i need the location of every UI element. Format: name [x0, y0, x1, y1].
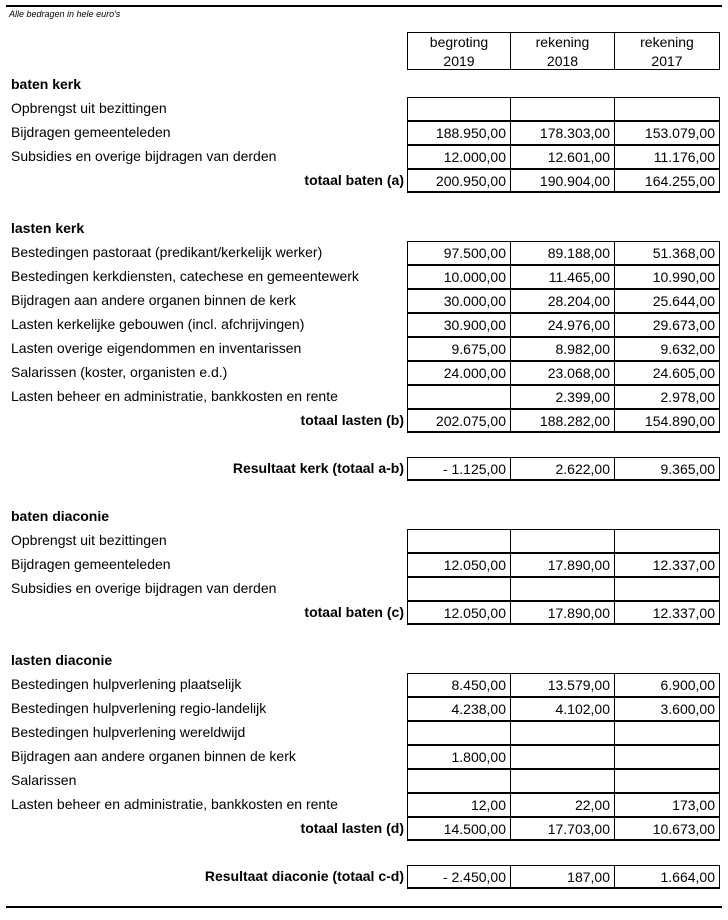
result-row [0, 865, 728, 889]
total-row [0, 601, 728, 625]
row-label: Bestedingen hulpverlening plaatselijk [11, 676, 242, 692]
amount-cell: 23.068,00 [510, 361, 615, 385]
amount-cell: 178.303,00 [510, 121, 615, 145]
table-row [0, 289, 728, 313]
table-row [0, 385, 728, 409]
row-label: Bijdragen aan andere organen binnen de kerk [11, 292, 296, 308]
column-header-begroting-2019 [407, 32, 511, 70]
amount-cell [407, 97, 511, 121]
amount-cell: 28.204,00 [510, 289, 615, 313]
amount-cell: 9.632,00 [614, 337, 720, 361]
amount-cell: 202.075,00 [407, 409, 511, 433]
row-label: Resultaat diaconie (totaal c-d) [204, 868, 404, 884]
table-row [0, 529, 728, 553]
table-row [0, 793, 728, 817]
amount-cell: 2.622,00 [510, 457, 615, 481]
amount-cell [510, 529, 615, 553]
amount-cell: 3.600,00 [614, 697, 720, 721]
amount-cell: 12,00 [407, 793, 511, 817]
amount-cell: 10.673,00 [614, 817, 720, 841]
amount-cell: 2.399,00 [510, 385, 615, 409]
amount-cell: 12.337,00 [614, 601, 720, 625]
amount-cell: 11.465,00 [510, 265, 615, 289]
spacer-row [0, 481, 728, 505]
column-header-line2: 2019 [443, 53, 475, 69]
row-label: Subsidies en overige bijdragen van derden [11, 148, 277, 164]
amount-cell: 22,00 [510, 793, 615, 817]
row-label: Bestedingen kerkdiensten, catechese en gemeentewerk [11, 268, 359, 284]
amount-cell [614, 769, 720, 793]
amount-cell: 188.950,00 [407, 121, 511, 145]
amount-cell [614, 577, 720, 601]
total-row [0, 169, 728, 193]
amount-cell [510, 97, 615, 121]
table-row [0, 769, 728, 793]
amount-cell: 190.904,00 [510, 169, 615, 193]
amount-cell: 9.675,00 [407, 337, 511, 361]
amount-cell [407, 385, 511, 409]
amount-cell: 10.990,00 [614, 265, 720, 289]
amount-cell: 14.500,00 [407, 817, 511, 841]
table-row [0, 553, 728, 577]
amount-cell: 12.601,00 [510, 145, 615, 169]
amount-cell [510, 745, 615, 769]
amount-cell [407, 721, 511, 745]
table-row [0, 121, 728, 145]
amount-cell: 10.000,00 [407, 265, 511, 289]
table-row [0, 145, 728, 169]
row-label: totaal baten (a) [304, 172, 404, 188]
column-header-rekening-2017 [614, 32, 720, 70]
spacer-row [0, 625, 728, 649]
amount-cell: 188.282,00 [510, 409, 615, 433]
section-heading-row [0, 649, 728, 673]
row-label: Bestedingen hulpverlening wereldwijd [11, 724, 246, 740]
top-rule [6, 5, 722, 7]
amount-cell [510, 769, 615, 793]
section-heading: lasten kerk [11, 220, 85, 236]
amount-cell: 12.050,00 [407, 553, 511, 577]
column-header-rekening-2018 [510, 32, 615, 70]
section-heading-row [0, 73, 728, 97]
amount-cell: 24.605,00 [614, 361, 720, 385]
amount-cell [614, 529, 720, 553]
spacer-row [0, 193, 728, 217]
amount-cell: 2.978,00 [614, 385, 720, 409]
amount-cell: 8.982,00 [510, 337, 615, 361]
amount-cell: 29.673,00 [614, 313, 720, 337]
table-row [0, 241, 728, 265]
table-row [0, 745, 728, 769]
amount-cell: 9.365,00 [614, 457, 720, 481]
amount-cell: 4.102,00 [510, 697, 615, 721]
amount-cell: 187,00 [510, 865, 615, 889]
amount-cell [614, 745, 720, 769]
amount-cell: 1.664,00 [614, 865, 720, 889]
amount-cell [510, 577, 615, 601]
row-label: Resultaat kerk (totaal a-b) [232, 460, 404, 476]
total-row [0, 817, 728, 841]
amount-cell: 97.500,00 [407, 241, 511, 265]
amount-cell: - 2.450,00 [407, 865, 511, 889]
amount-cell: 173,00 [614, 793, 720, 817]
amount-cell: 89.188,00 [510, 241, 615, 265]
amount-cell: 17.890,00 [510, 601, 615, 625]
bottom-rule [6, 906, 722, 908]
table-row [0, 577, 728, 601]
amount-cell: 12.337,00 [614, 553, 720, 577]
amount-cell: 25.644,00 [614, 289, 720, 313]
amounts-note: Alle bedragen in hele euro's [9, 9, 121, 19]
row-label: Bestedingen hulpverlening regio-landelijk [11, 700, 267, 716]
amount-cell [407, 577, 511, 601]
amount-cell [407, 529, 511, 553]
row-label: Bestedingen pastoraat (predikant/kerkelijk werker) [11, 244, 323, 260]
amount-cell: 51.368,00 [614, 241, 720, 265]
column-header-line1: rekening [640, 34, 694, 50]
row-label: Salarissen [11, 772, 77, 788]
row-label: Bijdragen aan andere organen binnen de kerk [11, 748, 296, 764]
section-heading: lasten diaconie [11, 652, 113, 668]
row-label: totaal lasten (d) [300, 820, 404, 836]
row-label: totaal baten (c) [304, 604, 404, 620]
amount-cell: 8.450,00 [407, 673, 511, 697]
row-label: Bijdragen gemeenteleden [11, 556, 171, 572]
amount-cell: 4.238,00 [407, 697, 511, 721]
table-row [0, 697, 728, 721]
amount-cell [614, 97, 720, 121]
total-row [0, 409, 728, 433]
amount-cell: 11.176,00 [614, 145, 720, 169]
result-row [0, 457, 728, 481]
table-row [0, 361, 728, 385]
amount-cell [510, 721, 615, 745]
row-label: Salarissen (koster, organisten e.d.) [11, 364, 228, 380]
amount-cell: 200.950,00 [407, 169, 511, 193]
amount-cell: 17.703,00 [510, 817, 615, 841]
amount-cell: 12.000,00 [407, 145, 511, 169]
row-label: Lasten beheer en administratie, bankkosten en rente [11, 388, 338, 404]
row-label: Bijdragen gemeenteleden [11, 124, 171, 140]
section-heading: baten diaconie [11, 508, 110, 524]
section-heading: baten kerk [11, 76, 82, 92]
table-row [0, 673, 728, 697]
amount-cell: 30.900,00 [407, 313, 511, 337]
row-label: Opbrengst uit bezittingen [11, 532, 167, 548]
amount-cell [614, 721, 720, 745]
amount-cell [407, 769, 511, 793]
spacer-row [0, 433, 728, 457]
amount-cell: 17.890,00 [510, 553, 615, 577]
section-heading-row [0, 505, 728, 529]
amount-cell: 154.890,00 [614, 409, 720, 433]
table-row [0, 337, 728, 361]
amount-cell: 13.579,00 [510, 673, 615, 697]
amount-cell: 24.976,00 [510, 313, 615, 337]
section-heading-row [0, 217, 728, 241]
table-row [0, 265, 728, 289]
column-header-line1: rekening [535, 34, 590, 50]
amount-cell: 24.000,00 [407, 361, 511, 385]
column-header-line2: 2018 [546, 53, 579, 69]
amount-cell: 164.255,00 [614, 169, 720, 193]
row-label: Lasten beheer en administratie, bankkosten en rente [11, 796, 338, 812]
table-row [0, 721, 728, 745]
row-label: Subsidies en overige bijdragen van derden [11, 580, 277, 596]
amount-cell: 1.800,00 [407, 745, 511, 769]
column-header-line2: 2017 [651, 53, 683, 69]
amount-cell: 12.050,00 [407, 601, 511, 625]
amount-cell: 30.000,00 [407, 289, 511, 313]
table-row [0, 97, 728, 121]
row-label: Opbrengst uit bezittingen [11, 100, 167, 116]
row-label: Lasten kerkelijke gebouwen (incl. afchrijvingen) [11, 316, 305, 332]
amount-cell: 6.900,00 [614, 673, 720, 697]
amount-cell: 153.079,00 [614, 121, 720, 145]
row-label: totaal lasten (b) [300, 412, 404, 428]
amount-cell: - 1.125,00 [407, 457, 511, 481]
column-header-line1: begroting [429, 34, 489, 50]
spacer-row [0, 841, 728, 865]
table-row [0, 313, 728, 337]
row-label: Lasten overige eigendommen en inventarissen [11, 340, 302, 356]
